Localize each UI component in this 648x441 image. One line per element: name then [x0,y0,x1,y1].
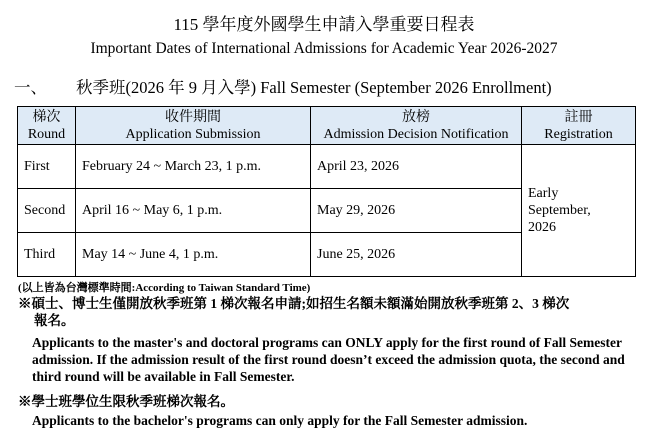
header-round-zh: 梯次 [32,109,61,125]
table-header-row [18,107,636,145]
header-decision [311,107,522,145]
header-registration [522,107,636,145]
header-registration-en: Registration [544,126,613,142]
registration-text: Early September, 2026 [528,186,591,235]
application-cell: May 14 ~ June 4, 1 p.m. [76,233,311,277]
header-registration-zh: 註冊 [564,109,593,125]
note-graduate-chinese-line2: 報名。 [34,313,75,328]
note-bachelor-chinese: ※學士班學位生限秋季班梯次報名。 [18,394,234,409]
timezone-note: (以上皆為台灣標準時間:According to Taiwan Standard Time) [18,282,311,294]
decision-cell: May 29, 2026 [311,189,522,233]
schedule-table [17,106,636,277]
header-round [18,107,76,145]
note-bachelor-english: Applicants to the bachelor's programs can only apply for the Fall Semester admission. [32,413,528,428]
header-application [76,107,311,145]
note-graduate-english: Applicants to the master's and doctoral programs can ONLY apply for the first round of Fall Semester admission. If the admission result of the first round doesn’t exceed the admission quota, the second and third round will be available in Fall Semester. [32,335,625,384]
section-title: 秋季班(2026 年 9 月入學) Fall Semester (September 2026 Enrollment) [76,78,552,97]
section-heading [14,74,552,98]
page-title-chinese: 115 學年度外國學生申請入學重要日程表 [173,15,475,34]
round-cell: Second [18,189,76,233]
round-cell: First [18,145,76,189]
header-application-zh: 收件期間 [165,109,221,125]
table-row [18,145,636,189]
header-decision-en: Admission Decision Notification [323,126,509,142]
note-graduate-chinese [18,295,638,329]
section-number: 一、 [14,78,47,97]
page-title-english: Important Dates of International Admissions for Academic Year 2026-2027 [90,40,558,57]
note-graduate-chinese-line1: ※碩士、博士生僅開放秋季班第 1 梯次報名申請;如招生名額未額滿始開放秋季班第 2、3 梯次 [18,296,570,311]
header-decision-zh: 放榜 [402,109,430,125]
decision-cell: April 23, 2026 [311,145,522,189]
decision-cell: June 25, 2026 [311,233,522,277]
application-cell: April 16 ~ May 6, 1 p.m. [76,189,311,233]
application-cell: February 24 ~ March 23, 1 p.m. [76,145,311,189]
header-round-en: Round [27,126,66,142]
header-application-en: Application Submission [125,126,261,142]
registration-cell [522,145,636,277]
round-cell: Third [18,233,76,277]
